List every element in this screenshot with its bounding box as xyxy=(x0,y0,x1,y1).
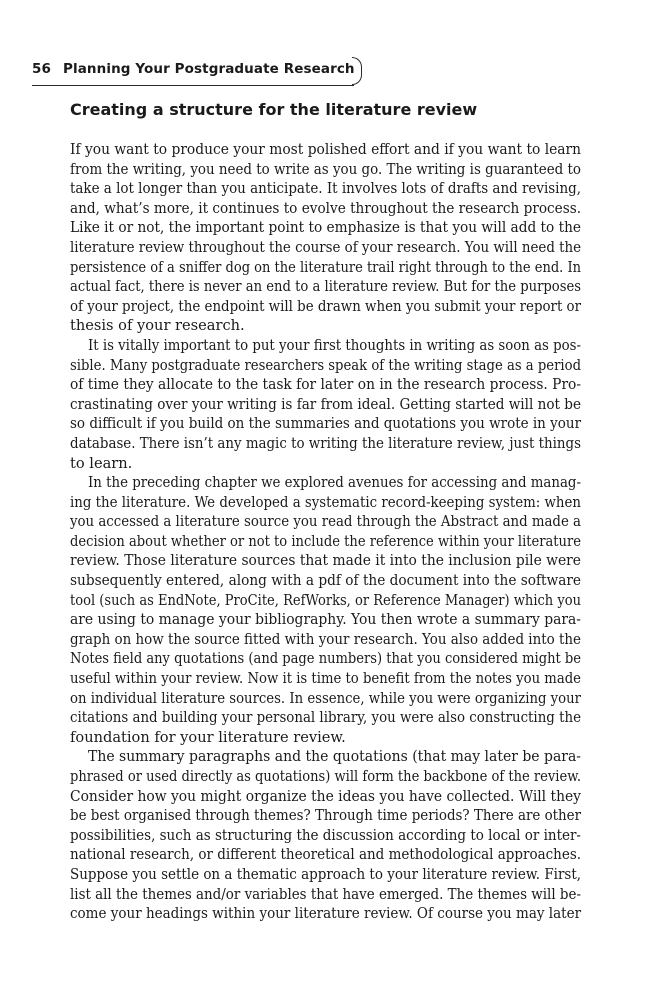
text-line: If you want to produce your most polished effort and if you want to learn xyxy=(70,141,582,158)
text-line: Notes field any quotations (and page numbers) that you considered might be xyxy=(70,650,582,668)
text-line: be best organised through themes? Through time periods? There are other xyxy=(70,807,582,825)
text-line: In the preceding chapter we explored avenues for accessing and manag- xyxy=(88,474,581,492)
running-head-rule xyxy=(32,85,354,86)
text-line: sible. Many postgraduate researchers speak of the writing stage as a period xyxy=(70,356,582,374)
text-line: actual fact, there is never an end to a literature review. But for the purposes xyxy=(70,278,582,296)
running-title: Planning Your Postgraduate Research xyxy=(63,61,355,77)
running-head xyxy=(32,61,355,77)
text-line: you accessed a literature source you read through the Abstract and made a xyxy=(70,513,582,531)
text-line: graph on how the source fitted with your research. You also added into the xyxy=(70,630,582,648)
text-line: on individual literature sources. In essence, while you were organizing your xyxy=(70,689,581,707)
text-line: database. There isn’t any magic to writing the literature review, just things xyxy=(70,434,581,452)
text-line: phrased or used directly as quotations) will form the backbone of the review. xyxy=(70,768,582,785)
text-line: persistence of a sniffer dog on the literature trail right through to the end. In xyxy=(70,258,581,276)
text-line: come your headings within your literature review. Of course you may later xyxy=(70,905,582,923)
text-line: The summary paragraphs and the quotations (that may later be para- xyxy=(88,748,582,766)
text-line: Suppose you settle on a thematic approach to your literature review. First, xyxy=(70,865,582,883)
section-title: Creating a structure for the literature review xyxy=(70,100,478,119)
text-line: tool (such as EndNote, ProCite, RefWorks, or Reference Manager) which you xyxy=(70,591,581,609)
text-line: take a lot longer than you anticipate. It involves lots of drafts and revising, xyxy=(70,180,582,198)
text-line: literature review throughout the course of your research. You will need the xyxy=(70,238,582,256)
text-line: subsequently entered, along with a pdf of the document into the software xyxy=(70,572,582,590)
text-line: and, what’s more, it continues to evolve throughout the research process. xyxy=(70,199,582,217)
text-line: decision about whether or not to include the reference within your literature xyxy=(70,532,581,550)
text-line: national research, or different theoretical and methodological approaches. xyxy=(70,846,582,864)
text-line: Like it or not, the important point to emphasize is that you will add to the xyxy=(70,219,581,237)
text-line: of your project, the endpoint will be drawn when you submit your report or xyxy=(70,297,581,315)
body-text xyxy=(70,140,581,924)
page-number: 56 xyxy=(32,61,51,77)
text-line: list all the themes and/or variables that have emerged. The themes will be- xyxy=(70,885,581,903)
text-line: It is vitally important to put your first thoughts in writing as soon as pos- xyxy=(88,336,581,354)
text-line: Consider how you might organize the ideas you have collected. Will they xyxy=(70,787,582,805)
text-line: to learn. xyxy=(70,454,133,472)
text-line: possibilities, such as structuring the discussion according to local or inter- xyxy=(70,826,581,844)
text-line: so difficult if you build on the summaries and quotations you wrote in your xyxy=(70,415,582,433)
text-line: crastinating over your writing is far from ideal. Getting started will not be xyxy=(70,395,581,413)
text-line: citations and building your personal library, you were also constructing the xyxy=(70,709,581,727)
text-line: review. Those literature sources that made it into the inclusion pile were xyxy=(70,552,581,570)
text-line: thesis of your research. xyxy=(70,317,245,335)
text-line: foundation for your literature review. xyxy=(70,728,346,746)
text-line: useful within your review. Now it is time to benefit from the notes you made xyxy=(70,670,581,688)
text-line: ing the literature. We developed a systematic record-keeping system: when xyxy=(70,493,581,511)
text-line: of time they allocate to the task for later on in the research process. Pro- xyxy=(70,376,581,394)
text-line: from the writing, you need to write as you go. The writing is guaranteed to xyxy=(70,160,582,178)
text-line: are using to manage your bibliography. You then wrote a summary para- xyxy=(70,611,582,629)
